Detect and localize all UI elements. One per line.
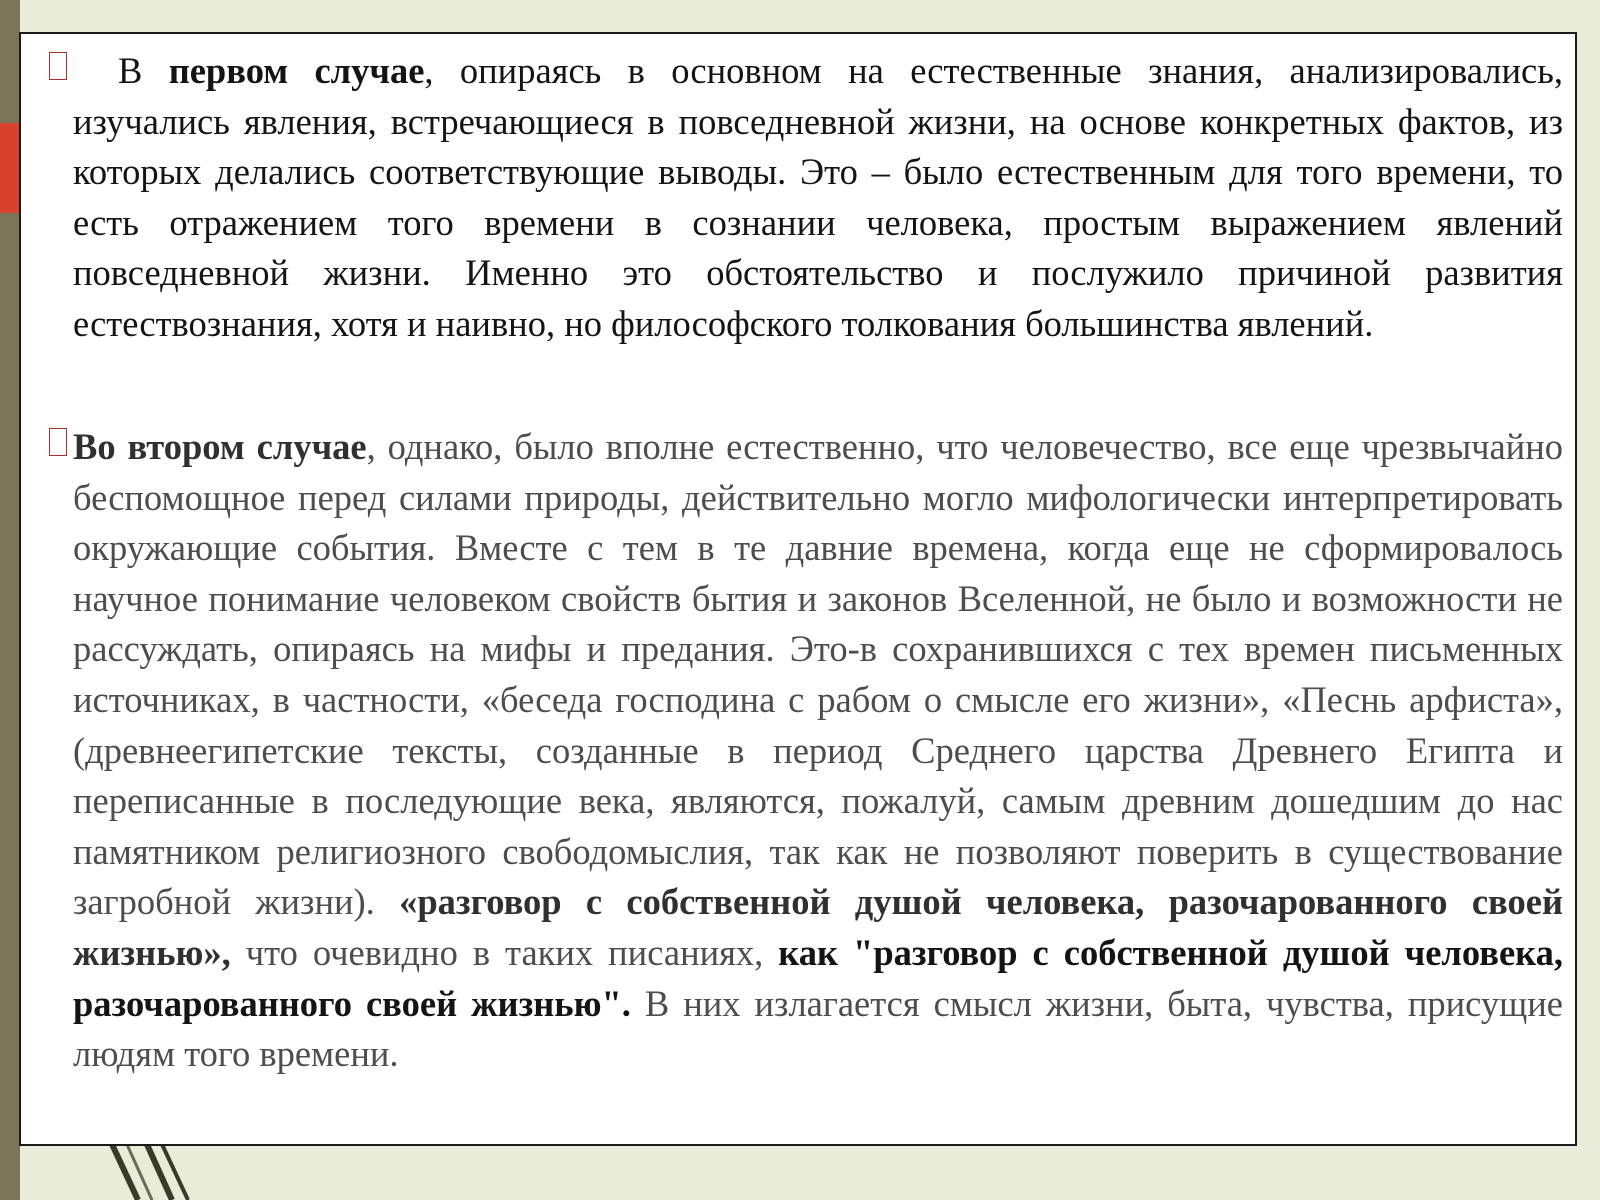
bullet-icon — [49, 52, 67, 80]
bold-quote: «разговор с собственной душой человека, разочарованного своей жизнью», — [73, 881, 1563, 973]
text-segment: что очевидно в таких писаниях, — [230, 931, 779, 973]
red-accent-bar — [0, 123, 20, 213]
slide-content-box — [19, 32, 1577, 1146]
decorative-slash-lines — [100, 1140, 240, 1200]
bold-phrase-second-case: Во втором случае — [73, 426, 367, 467]
paragraph-first-case — [73, 46, 1563, 350]
bold-phrase-first-case: первом случае — [168, 50, 425, 91]
text-segment: В — [118, 50, 169, 91]
text-segment: В них излагается смысл жизни, быта, чувства, присущие людям того времени. — [73, 982, 1563, 1075]
paragraph-second-case — [73, 422, 1563, 1080]
text-segment: , опираясь в основном на естественные знания, анализировались, изучались явления, встречающиеся в повседневной жизни, на основе конкретных фактов, из которых делались соответствующие выводы. Это – было естественным для того времени, то есть отражением того времени в сознании человека, простым выражением явлений повседневной жизни. Именно это обстоятельство и послужило причиной развития естествознания, хотя и наивно, но философского толкования большинства явлений. — [73, 50, 1563, 344]
bold-quote: как "разговор с собственной душой человека, разочарованного своей жизнью". — [73, 931, 1563, 1024]
text-segment: , однако, было вполне естественно, что человечество, все еще чрезвычайно беспомощное перед силами природы, действительно могло мифологически интерпретировать окружающие события. Вместе с тем в те давние времена, когда еще не сформировалось научное понимание человеком свойств бытия и законов Вселенной, не было и возможности не рассуждать, опираясь на мифы и предания. Это-в сохранившихся с тех времен письменных источниках, в частности, «беседа господина с рабом о смысле его жизни», «Песнь арфиста», (древнеегипетские тексты, созданные в период Среднего царства Древнего Египта и переписанные в последующие века, являются, пожалуй, самым древним дошедшим до нас памятником религиозного свободомыслия, так как не позволяют поверить в существование загробной жизни). — [73, 426, 1563, 923]
bullet-icon — [49, 428, 67, 456]
